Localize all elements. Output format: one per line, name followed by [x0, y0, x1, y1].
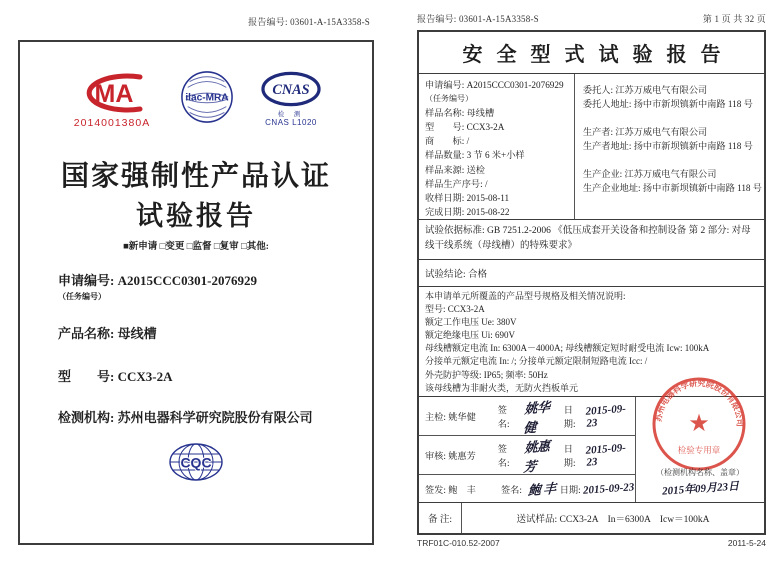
- chief-inspector-row: [419, 397, 635, 435]
- sample-info-section: [419, 74, 764, 220]
- reviewer-row: [419, 435, 635, 474]
- info-line: 委托人地址: 扬中市新坝镇新中南路 118 号: [582, 99, 753, 110]
- info-line: 样品生产序号: /: [425, 178, 488, 189]
- red-approval-stamp-icon: [650, 375, 748, 473]
- svg-text:检验专用章: 检验专用章: [677, 445, 721, 455]
- form-date: 2011-5-24: [727, 538, 766, 548]
- cnas-icon: [260, 70, 322, 108]
- handwritten-signature: 姚惠芳: [522, 438, 550, 475]
- handwritten-date: 2015-09-23: [585, 402, 627, 430]
- manufacturer-info-column: [575, 74, 764, 219]
- date-label: 日期:: [563, 405, 576, 429]
- handwritten-date: 2015-09-23: [585, 441, 627, 469]
- spec-line: 该母线槽为非耐火类，无防火挡板单元: [425, 382, 579, 393]
- approver-row: [419, 474, 635, 502]
- info-line: 型 号: CCX3-2A: [425, 122, 505, 133]
- spec-line: 额定工作电压 Ue: 380V: [425, 317, 517, 328]
- certification-logos: [20, 70, 372, 129]
- cnas-accreditation-code: CNAS L1020: [265, 118, 317, 127]
- info-line: 生产企业地址: 扬中市新坝镇新中南路 118 号: [582, 183, 762, 194]
- cnas-caption-cn: 检 测: [277, 111, 305, 118]
- svg-text:苏州电器科学研究院股份有限公司: 苏州电器科学研究院股份有限公司: [653, 378, 745, 427]
- cqc-globe-icon: [168, 442, 224, 482]
- signature-label: 签名:: [497, 405, 510, 429]
- stamp-handwritten-date: 2015年09月23日: [661, 480, 739, 498]
- stamp-star-icon: ★: [688, 411, 710, 437]
- sample-info-left-column: [419, 74, 575, 219]
- info-line: 样品数量: 3 节 6 米+小样: [425, 150, 525, 161]
- right-page-report-number: 报告编号: 03601-A-15A3358-S: [417, 14, 539, 24]
- info-line: 生产企业: 江苏万威电气有限公司: [582, 169, 717, 180]
- spec-line: 分接单元额定电流 In: /; 分接单元额定限制短路电流 Icc: /: [425, 356, 648, 367]
- cma-number: 2014001380A: [73, 117, 151, 129]
- remark-section: [419, 503, 764, 533]
- cqc-logo: [168, 442, 224, 487]
- info-line: 完成日期: 2015-08-22: [425, 206, 510, 217]
- cnas-logo: [260, 70, 322, 127]
- spec-line: 型号: CCX3-2A: [425, 304, 485, 315]
- remark-label: 备 注:: [419, 503, 462, 533]
- handwritten-signature: 鲍 丰: [527, 480, 556, 499]
- info-line: （任务编号）: [425, 94, 473, 104]
- left-page-report-number: 报告编号: 03601-A-15A3358-S: [248, 17, 370, 27]
- model-field: 型 号: CCX3-2A: [58, 369, 173, 384]
- form-code: TRF01C-010.52-2007: [417, 538, 500, 548]
- cover-page: [18, 40, 374, 545]
- signature-label: 签名:: [497, 444, 510, 468]
- cover-title-line1: 国家强制性产品认证: [60, 161, 331, 192]
- signature-rows: [419, 397, 635, 502]
- info-line: 申请编号: A2015CCC0301-2076929: [425, 80, 564, 90]
- right-page-footer: [417, 538, 766, 548]
- info-line: 生产者: 江苏万威电气有限公司: [582, 127, 708, 138]
- cover-title-line2: 试验报告: [136, 201, 256, 231]
- svg-text:MA: MA: [94, 80, 134, 108]
- spec-line: 母线槽额定电流 In: 6300A－4000A; 母线槽额定短时耐受电流 Icw: 100kA: [425, 343, 710, 354]
- product-name-field: 产品名称: 母线槽: [58, 326, 157, 341]
- ilac-mra-icon: [180, 70, 234, 124]
- application-number-field: 申请编号: A2015CCC0301-2076929: [58, 273, 257, 288]
- right-page-header: [417, 12, 766, 25]
- info-line: 商 标: /: [425, 136, 470, 147]
- handwritten-signature: 姚华健: [522, 399, 550, 436]
- date-label: 日期:: [563, 444, 576, 468]
- info-line: 委托人: 江苏万威电气有限公司: [582, 85, 708, 95]
- test-conclusion-section: 试验结论: 合格: [419, 260, 764, 287]
- report-first-page: [417, 30, 766, 535]
- role-label: 主检: 姚华健: [425, 412, 476, 422]
- ilac-mra-logo: [180, 70, 234, 124]
- spec-line: 额定绝缘电压 Ui: 690V: [425, 330, 516, 341]
- handwritten-date: 2015-09-23: [582, 480, 635, 497]
- test-standard-section: 试验依据标准: GB 7251.2-2006 《低压成套开关设备和控制设备 第 2 部分: 对母线干线系统（母线槽）的特殊要求》: [419, 220, 764, 260]
- role-label: 签发: 鲍 丰: [425, 484, 476, 495]
- agency-stamp-cell: [635, 378, 764, 502]
- spec-line: 外壳防护等级: IP65; 频率: 50Hz: [425, 369, 548, 380]
- svg-text:CQC: CQC: [180, 454, 212, 471]
- info-line: 生产者地址: 扬中市新坝镇新中南路 118 号: [582, 141, 753, 152]
- role-label: 审核: 姚惠芳: [425, 451, 476, 461]
- date-label: 日期:: [559, 484, 581, 495]
- spec-line: 本申请单元所覆盖的产品型号规格及相关情况说明:: [425, 291, 626, 301]
- signature-label: 签名:: [501, 484, 522, 495]
- info-line: 样品来源: 送检: [425, 164, 485, 175]
- report-title: 安全型式试验报告: [419, 32, 764, 74]
- cma-logo: [70, 70, 154, 129]
- remark-value: 送试样品: CCX3-2A In＝6300A Icw＝100kA: [516, 515, 710, 525]
- cma-mark-icon: [70, 70, 154, 116]
- page-count: 第 1 页 共 32 页: [702, 14, 766, 24]
- info-line: 收样日期: 2015-08-11: [425, 192, 510, 203]
- task-number-note: （任务编号）: [58, 292, 106, 301]
- stamp-caption: （检测机构名称、盖章）: [656, 468, 744, 477]
- testing-agency-field: 检测机构: 苏州电器科学研究院股份有限公司: [58, 410, 313, 425]
- application-type-checkboxes: ■新申请 □变更 □监督 □复审 □其他:: [123, 242, 269, 252]
- info-line: 样品名称: 母线槽: [425, 108, 495, 119]
- svg-text:CNAS: CNAS: [272, 82, 310, 99]
- svg-text:ilac-MRA: ilac-MRA: [185, 92, 229, 104]
